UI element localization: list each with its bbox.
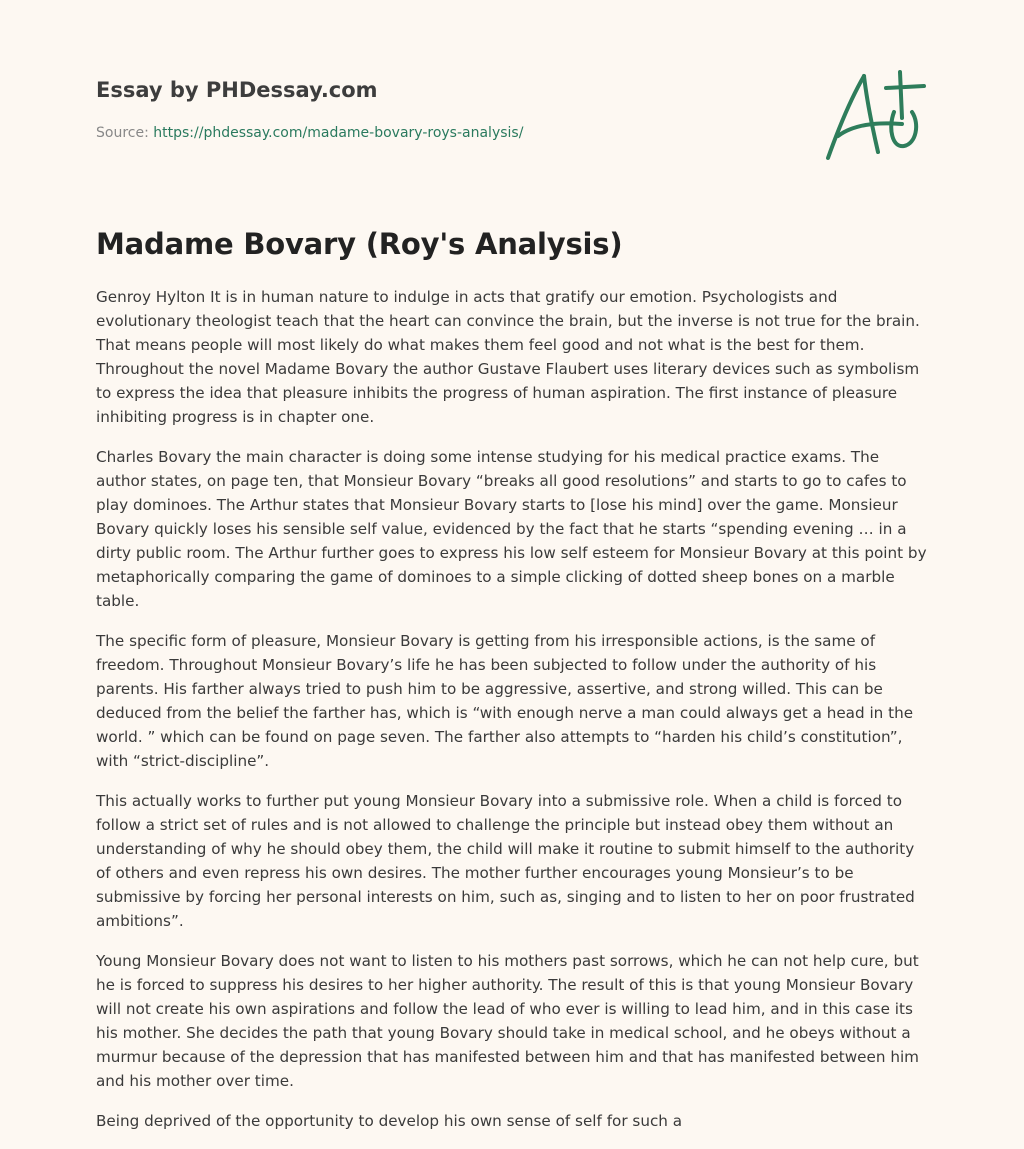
essay-title: Madame Bovary (Roy's Analysis)	[96, 227, 623, 261]
source-label: Source:	[96, 125, 149, 141]
essay-paragraph: Young Monsieur Bovary does not want to listen to his mothers past sorrows, which he can not help cure, but he is forced to suppress his desires to her higher authority. The result of this is that young Monsieur Bovary will not create his own aspirations and follow the lead of who ever is willing to lead him, and in this case its his mother. She decides the path that young Bovary should take in medical school, and he obeys without a murmur because of the depression that has manifested between him and that has manifested between him and his mother over time.	[96, 952, 919, 1090]
page-header	[96, 76, 736, 141]
essay-paragraph: Being deprived of the opportunity to develop his own sense of self for such a	[96, 1112, 683, 1130]
source-link[interactable]: https://phdessay.com/madame-bovary-roys-analysis/	[153, 125, 524, 141]
site-brand: Essay by PHDessay.com	[96, 78, 378, 102]
essay-paragraph: Charles Bovary the main character is doing some intense studying for his medical practice exams. The author states, on page ten, that Monsieur Bovary “breaks all good resolutions” and starts to go to cafes to play dominoes. The Arthur states that Monsieur Bovary starts to [lose his mind] over the game. Monsieur Bovary quickly loses his sensible self value, evidenced by the fact that he starts “spending evening … in a dirty public room. The Arthur further goes to express his low self esteem for Monsieur Bovary at this point by metaphorically comparing the game of dominoes to a simple clicking of dotted sheep bones on a marble table.	[96, 448, 927, 610]
essay-paragraph: Genroy Hylton It is in human nature to indulge in acts that gratify our emotion. Psychologists and evolutionary theologist teach that the heart can convince the brain, but the inverse is not true for the brain. That means people will most likely do what makes them feel good and not what is the best for them. Throughout the novel Madame Bovary the author Gustave Flaubert uses literary devices such as symbolism to express the idea that pleasure inhibits the progress of human aspiration. The first instance of pleasure inhibiting progress is in chapter one.	[96, 288, 920, 426]
essay-paragraph: This actually works to further put young Monsieur Bovary into a submissive role. When a child is forced to follow a strict set of rules and is not allowed to challenge the principle but instead obey them without an understanding of why he should obey them, the child will make it routine to submit himself to the authority of others and even repress his own desires. The mother further encourages young Monsieur’s to be submissive by forcing her personal interests on him, such as, singing and to listen to her on poor frustrated ambitions”.	[96, 792, 915, 930]
essay-paragraph: The specific form of pleasure, Monsieur Bovary is getting from his irresponsible actions, is the same of freedom. Throughout Monsieur Bovary’s life he has been subjected to follow under the authority of his parents. His farther always tried to push him to be aggressive, assertive, and strong willed. This can be deduced from the belief the farther has, which is “with enough nerve a man could always get a head in the world. ” which can be found on page seven. The farther also attempts to “harden his child’s constitution”, with “strict-discipline”.	[96, 632, 914, 770]
source-line	[96, 124, 523, 142]
essay-body	[96, 285, 928, 1149]
a-plus-logo-icon	[820, 66, 930, 166]
